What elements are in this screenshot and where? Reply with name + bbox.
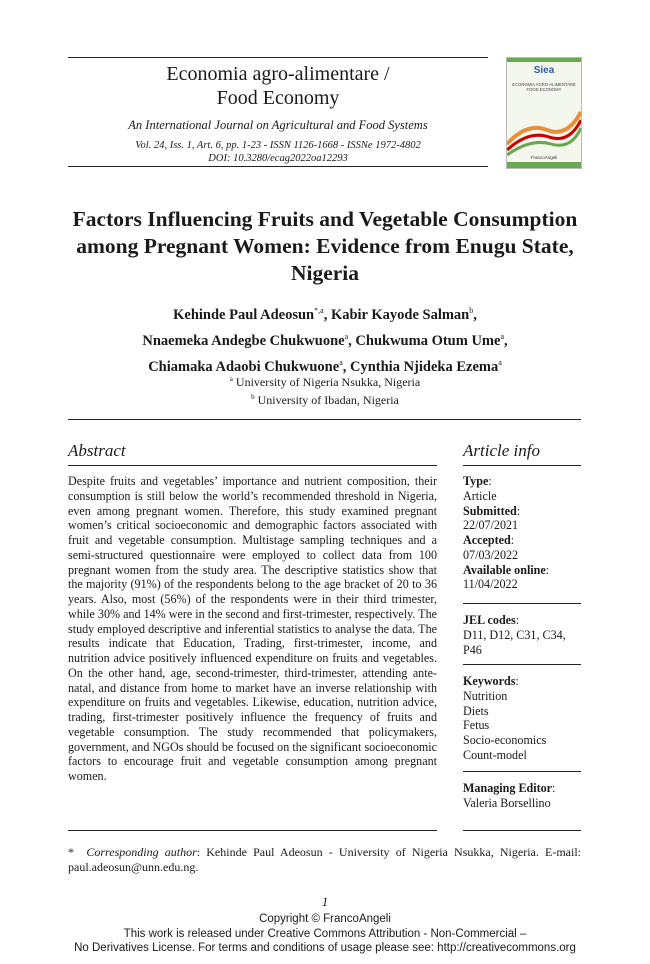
affiliation: $^a$ University of Nigeria Nsukka, Nigeria: [229, 375, 421, 389]
page-number: 1: [321, 894, 329, 909]
keyword: Diets: [463, 703, 489, 718]
author-mark: a: [498, 357, 502, 367]
author-name: Chiamaka Adaobi Chukwuone: [148, 358, 340, 375]
keyword: Nutrition: [463, 688, 508, 703]
paper-title: Factors Influencing Fruits and Vegetable Consumption among Pregnant Women: Evidence from Enugu State, Nigeria: [72, 207, 578, 285]
online-label: Available online: [463, 562, 546, 577]
journal-title-line1: Economia agro-alimentare /: [166, 63, 390, 85]
journal-cover-image: [506, 57, 582, 169]
online-value: 11/04/2022: [463, 577, 518, 592]
cover-top-band: [507, 58, 581, 62]
abstract-rule: [68, 465, 437, 466]
accepted-label: Accepted: [463, 533, 511, 547]
journal-volume-info: [68, 139, 488, 165]
article-dates: Type: Article Submitted: 22/07/2021 Accepted: 07/03/2022 Available online: 11/04/2022: [463, 474, 581, 592]
cover-publisher: FrancoAngeli: [530, 155, 558, 160]
author-mark: a: [339, 357, 343, 367]
copyright-footer: [0, 912, 650, 956]
abstract-text: Despite fruits and vegetables’ importance and nutrient composition, their consumption is still below the world’s recommended threshold in Nigeria, even among pregnant women. Therefore, this study examined pregnant women’s critical socioeconomic and demographic factors associated with fruit and vegetable consumption. Multistage sampling techniques and a semi-structured questionnaire were employed to collect data from 100 pregnant women from the study area. The descriptive statistics show that the majority (91%) of the respondents belong to the age bracket of 20 to 36 years. Also, most (56%) of the respondents were in their third trimester, while 30% and 14% were in the second and first-trimester, respectively. The study employed descriptive and inferential statistics to analyse the data. The results indicate that Education, Trading, first-trimester, income, and nutrition advice positively influenced expenditure on fruits and vegetables. On the other hand, age, second-trimester, third-trimester, attending ante-natal, and distance from home to market have an inverse relationship with expenditure on fruits and vegetables. Likewise, education, nutrition advice, trading, first-trimester positively influence the frequency of fruits and vegetable consumption. The study recommended that policymakers, government, and NGOs should be focused on the significant socioeconomic factors to encourage fruit and vegetable consumption among pregnant women.: [68, 474, 437, 783]
author-mark: *,a: [314, 306, 324, 315]
keyword: Fetus: [463, 718, 490, 733]
cover-wave-graphic: [507, 104, 581, 156]
editor-value: Valeria Borsellino: [463, 795, 551, 810]
type-label: Type: [463, 474, 489, 488]
affiliations: [60, 372, 590, 408]
keyword: Socio-economics: [463, 733, 547, 747]
footnote-label: Corresponding author: [86, 845, 197, 859]
author-name: Nnaemeka Andegbe Chukwuone: [142, 332, 345, 349]
keywords: Keywords: Nutrition Diets Fetus Socio-economics Count-model: [463, 674, 581, 763]
abstract-heading: Abstract: [68, 441, 126, 460]
jel-label: JEL codes: [463, 613, 516, 627]
cover-title-text: ECONOMIA AGRO-ALIMENTARE FOOD ECONOMY: [512, 82, 576, 93]
keywords-label: Keywords: [463, 674, 516, 688]
corresponding-author-footnote: [68, 845, 581, 875]
author-line: Nnaemeka Andegbe Chukwuone$^a$, Chukwuma Otum Ume$^a$,: [142, 331, 508, 349]
author-mark: a: [344, 331, 349, 341]
license-line: This work is released under Creative Commons Attribution - Non-Commercial –: [123, 927, 527, 940]
keyword: Count-model: [463, 747, 527, 762]
journal-title: [68, 62, 488, 110]
copyright-line: Copyright © FrancoAngeli: [259, 913, 391, 925]
abstract-bottom-rule: [68, 830, 437, 831]
managing-editor: Managing Editor: Valeria Borsellino: [463, 781, 581, 811]
author-line: Chiamaka Adaobi Chukwuone$^a$, Cynthia Njideka Ezema$^a$: [148, 357, 502, 375]
footnote-mark: *: [68, 845, 74, 859]
article-info-heading: Article info: [463, 441, 540, 460]
jel-codes: JEL codes: D11, D12, C31, C34, P46: [463, 613, 581, 657]
author-name: Kabir Kayode Salman: [330, 306, 470, 323]
editor-label: Managing Editor: [463, 781, 553, 795]
jel-line: P46: [463, 642, 482, 657]
accepted-value: 07/03/2022: [463, 547, 519, 562]
author-name: Chukwuma Otum Ume: [355, 332, 501, 349]
journal-doi: DOI: 10.3280/ecag2022oa12293: [208, 153, 348, 164]
type-value: Article: [463, 488, 497, 503]
header-bottom-rule: [68, 166, 488, 167]
author-list: [60, 300, 590, 377]
author-name: Cynthia Njideka Ezema: [350, 358, 499, 375]
author-name: Kehinde Paul Adeosun: [173, 306, 315, 323]
article-info-rule: [463, 465, 581, 466]
header-top-rule: [68, 57, 488, 58]
cover-logo: Siea: [533, 65, 555, 76]
author-line: Kehinde Paul Adeosun$^{*,a}$, Kabir Kayode Salman$^b$,: [173, 306, 477, 323]
cover-bottom-band: [507, 162, 581, 168]
submitted-value: 22/07/2021: [463, 518, 519, 533]
journal-issue-line: Vol. 24, Iss. 1, Art. 6, pp. 1-23 - ISSN 1126-1668 - ISSNe 1972-4802: [135, 140, 421, 151]
footnote-text: : Kehinde Paul Adeosun - University of Nigeria Nsukka, Nigeria. E-mail: paul.adeosun@unn.edu.ng.: [68, 845, 582, 874]
jel-line: D11, D12, C31, C34,: [463, 627, 566, 642]
info-divider: [463, 771, 581, 772]
journal-subtitle: An International Journal on Agricultural and Food Systems: [128, 118, 428, 132]
author-mark: b: [469, 306, 474, 315]
affiliation: $^b$ University of Ibadan, Nigeria: [251, 393, 399, 407]
journal-title-line2: Food Economy: [216, 87, 340, 109]
section-divider: [68, 419, 581, 420]
license-line: No Derivatives License. For terms and conditions of usage please see: http://creativecommons.org: [74, 942, 576, 954]
info-divider: [463, 603, 581, 604]
author-mark: a: [500, 331, 504, 341]
info-bottom-rule: [463, 830, 581, 831]
submitted-label: Submitted: [463, 503, 517, 518]
info-divider: [463, 664, 581, 665]
